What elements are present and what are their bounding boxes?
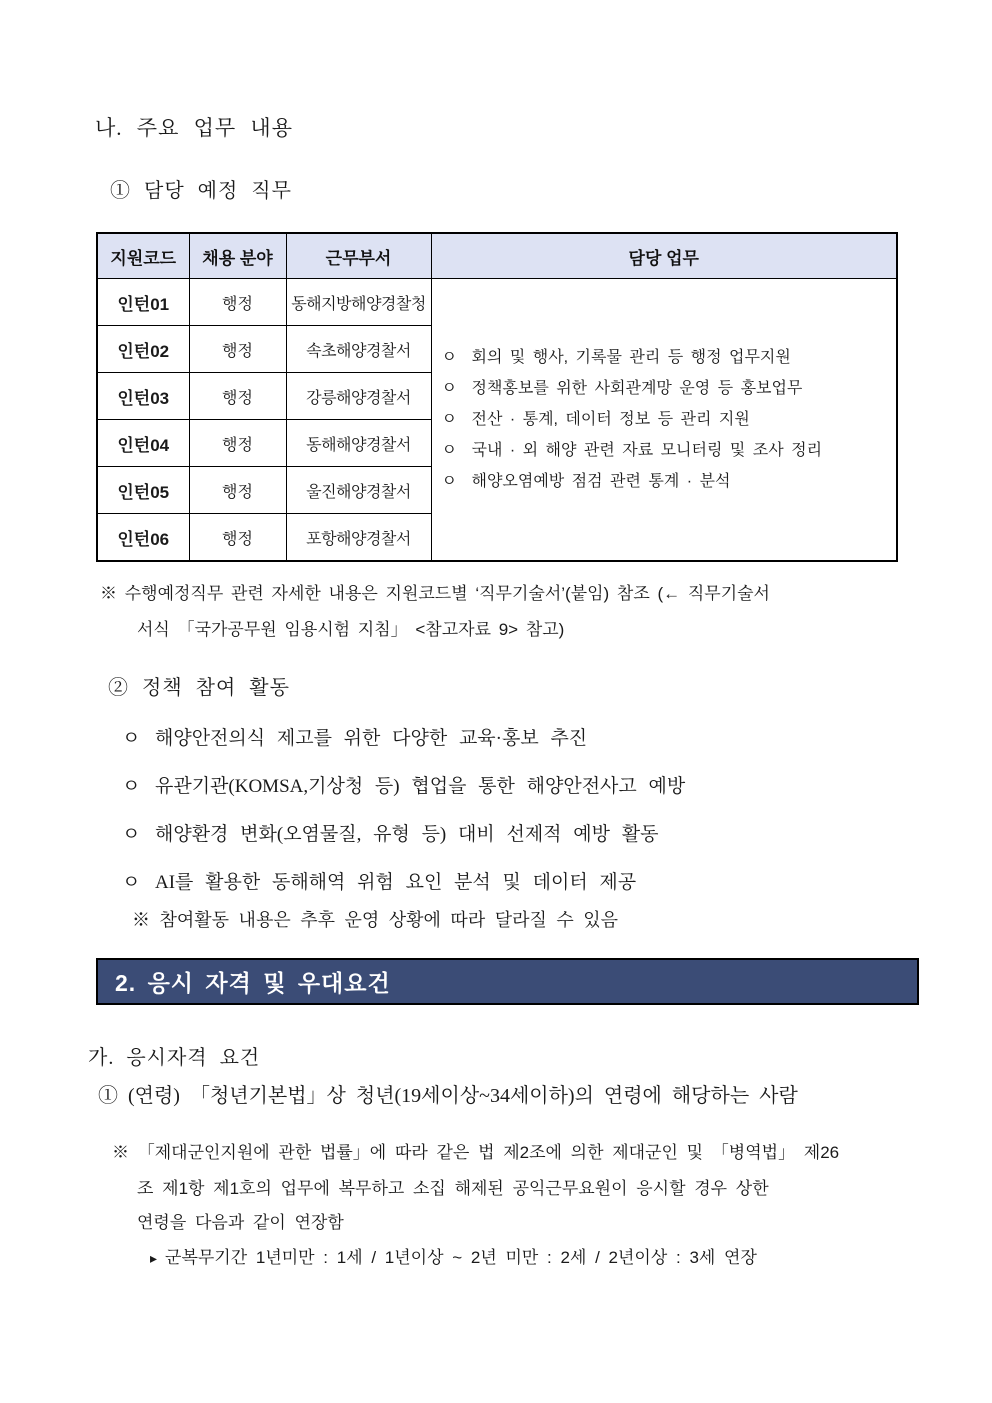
duty-text: 전산 · 통계, 데이터 정보 등 관리 지원 — [471, 411, 750, 428]
duty-item — [439, 435, 897, 466]
military-note-line3: 연령을 다음과 같이 연장함 — [137, 1213, 344, 1232]
military-note-line4 — [150, 1243, 757, 1268]
age-requirement-item: ① (연령) 「청년기본법」상 청년(19세이상~34세이하)의 연령에 해당하는 사람 — [98, 1085, 798, 1107]
cell-dept: 포항해양경찰서 — [286, 514, 431, 562]
section2-header-bar — [96, 958, 919, 1005]
cell-code: 인턴04 — [97, 420, 189, 467]
duty-text: 정책홍보를 위한 사회관계망 운영 등 홍보업무 — [471, 380, 803, 397]
duty-table — [96, 232, 898, 562]
cell-field: 행정 — [189, 373, 286, 420]
duty-bullet: ㅇ — [441, 473, 457, 490]
table-note-line1: ※ 수행예정직무 관련 자세한 내용은 지원코드별 ‘직무기술서’(붙임) 참조 (← 직무기술서 — [100, 584, 770, 603]
section-a-heading: 가. 응시자격 요건 — [88, 1047, 261, 1069]
duty-bullet: ㅇ — [441, 380, 457, 397]
cell-dept: 동해지방해양경찰청 — [286, 279, 431, 326]
activity-text: 해양안전의식 제고를 위한 다양한 교육·홍보 추진 — [155, 728, 588, 749]
cell-duties — [431, 279, 897, 562]
duty-text: 회의 및 행사, 기록물 관리 등 행정 업무지원 — [471, 349, 791, 366]
activity-item — [122, 771, 685, 798]
activity-bullet: ㅇ — [122, 776, 141, 797]
col-header-duty: 담당 업무 — [431, 233, 897, 279]
table-row — [97, 279, 897, 326]
activity-item — [122, 723, 587, 750]
duty-bullet: ㅇ — [441, 411, 457, 428]
duty-table-wrapper — [96, 232, 898, 562]
cell-code: 인턴05 — [97, 467, 189, 514]
sub1-heading: ① 담당 예정 직무 — [110, 180, 292, 202]
cell-code: 인턴06 — [97, 514, 189, 562]
cell-dept: 속초해양경찰서 — [286, 326, 431, 373]
duty-item — [439, 342, 897, 373]
activities-note: ※ 참여활동 내용은 추후 운영 상황에 따라 달라질 수 있음 — [132, 910, 619, 930]
activity-text: 해양환경 변화(오염물질, 유형 등) 대비 선제적 예방 활동 — [155, 824, 659, 845]
cell-field: 행정 — [189, 514, 286, 562]
duty-bullet: ㅇ — [441, 349, 457, 366]
military-note-line1: ※ 「제대군인지원에 관한 법률」에 따라 같은 법 제2조에 의한 제대군인 및 「병역법」 제26 — [112, 1143, 840, 1162]
cell-field: 행정 — [189, 420, 286, 467]
table-note-line2: 서식 「국가공무원 임용시험 지침」 <참고자료 9> 참고) — [137, 620, 565, 639]
military-note-line4-text: 군복무기간 1년미만 : 1세 / 1년이상 ~ 2년 미만 : 2세 / 2년이상 : 3세 연장 — [165, 1248, 757, 1267]
activity-text: 유관기관(KOMSA,기상청 등) 협업을 통한 해양안전사고 예방 — [155, 776, 686, 797]
cell-code: 인턴01 — [97, 279, 189, 326]
military-note-line2: 조 제1항 제1호의 업무에 복무하고 소집 해제된 공익근무요원이 응시할 경우 상한 — [137, 1179, 769, 1198]
activity-bullet: ㅇ — [122, 728, 141, 749]
activity-bullet: ㅇ — [122, 872, 141, 893]
cell-field: 행정 — [189, 467, 286, 514]
duty-item — [439, 404, 897, 435]
sub2-heading: ② 정책 참여 활동 — [108, 677, 290, 699]
triangle-bullet-icon: ▸ — [150, 1250, 158, 1266]
cell-dept: 동해해양경찰서 — [286, 420, 431, 467]
activity-item — [122, 819, 658, 846]
cell-code: 인턴03 — [97, 373, 189, 420]
duty-bullet: ㅇ — [441, 442, 457, 459]
section-b-heading: 나. 주요 업무 내용 — [95, 116, 294, 140]
activity-item — [122, 867, 636, 894]
cell-field: 행정 — [189, 326, 286, 373]
cell-dept: 울진해양경찰서 — [286, 467, 431, 514]
section2-title: 2. 응시 자격 및 우대요건 — [115, 970, 391, 996]
col-header-code: 지원코드 — [97, 233, 189, 279]
cell-dept: 강릉해양경찰서 — [286, 373, 431, 420]
activity-text: AI를 활용한 동해해역 위험 요인 분석 및 데이터 제공 — [155, 872, 637, 893]
table-header-row — [97, 233, 897, 279]
col-header-dept: 근무부서 — [286, 233, 431, 279]
duty-text: 해양오염예방 점검 관련 통계 · 분석 — [471, 473, 731, 490]
duty-item — [439, 373, 897, 404]
cell-code: 인턴02 — [97, 326, 189, 373]
col-header-field: 채용 분야 — [189, 233, 286, 279]
duty-text: 국내 · 외 해양 관련 자료 모니터링 및 조사 정리 — [471, 442, 823, 459]
cell-field: 행정 — [189, 279, 286, 326]
duty-item — [439, 466, 897, 497]
activity-bullet: ㅇ — [122, 824, 141, 845]
